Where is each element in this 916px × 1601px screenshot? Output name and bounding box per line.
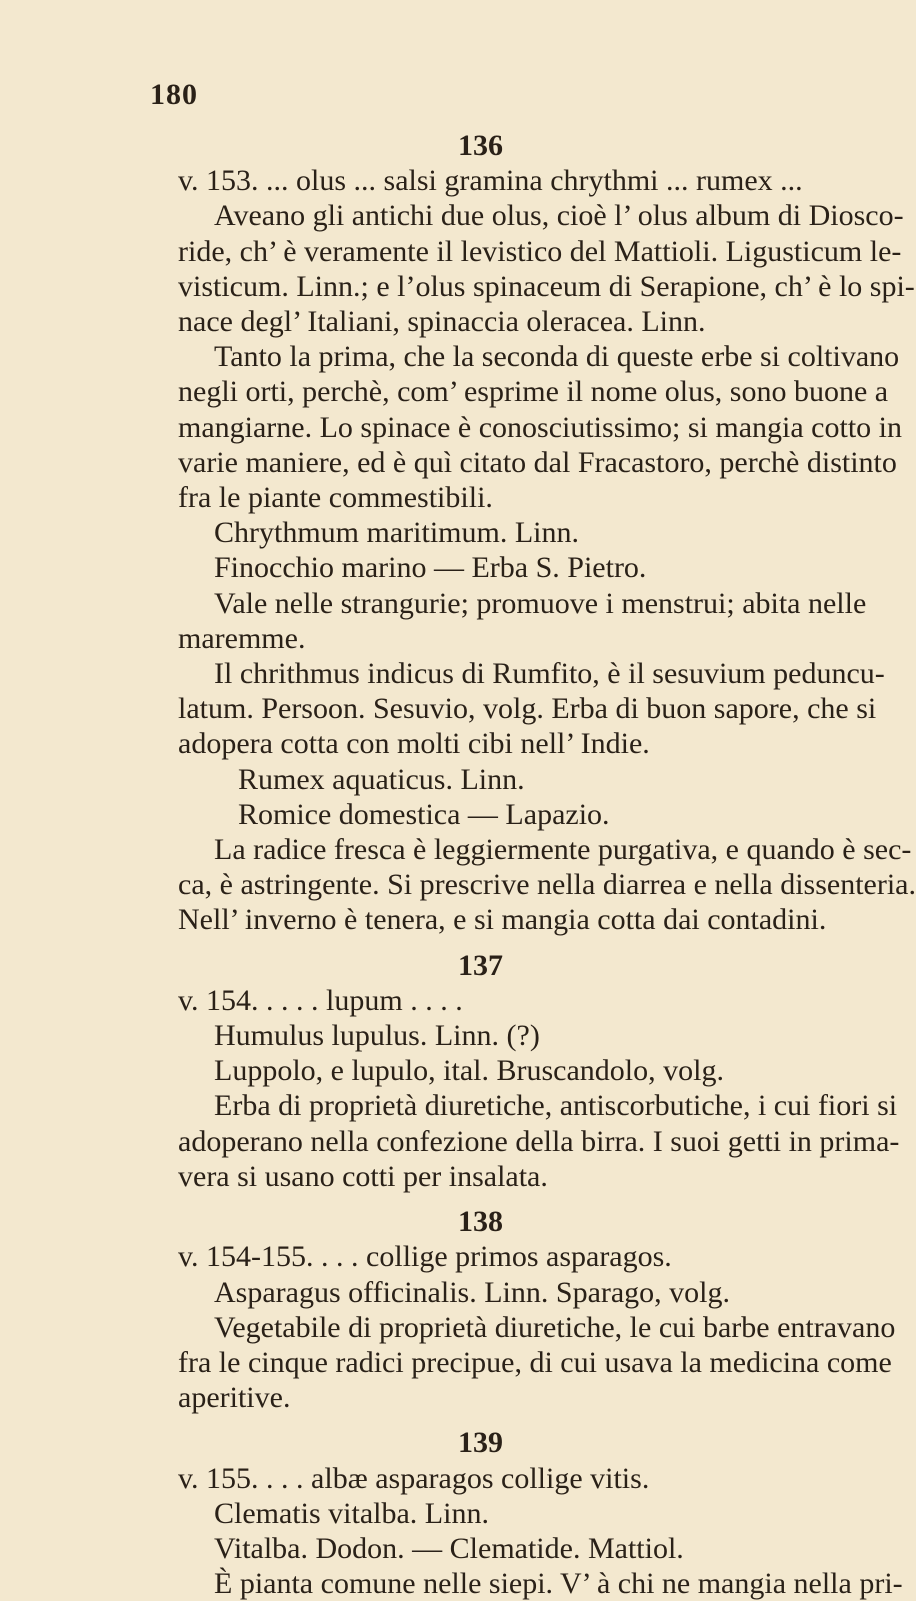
text-line: Romice domestica — Lapazio. — [238, 797, 610, 831]
text-line: maremme. — [178, 621, 306, 655]
text-line: fra le piante commestibili. — [178, 481, 493, 515]
section-number: 136 — [458, 129, 503, 162]
text-line: latum. Persoon. Sesuvio, volg. Erba di buon sapore, che si — [178, 692, 877, 726]
text-line: Luppolo, e lupulo, ital. Bruscandolo, volg. — [214, 1054, 724, 1088]
text-line: v. 153. ... olus ... salsi gramina chrythmi ... rumex ... — [178, 164, 803, 198]
text-line: Vegetabile di proprietà diuretiche, le cui barbe entravano — [214, 1310, 896, 1344]
section-number: 139 — [458, 1426, 503, 1460]
text-line: Humulus lupulus. Linn. (?) — [214, 1019, 540, 1053]
text-line: Clematis vitalba. Linn. — [214, 1496, 489, 1530]
text-line: Erba di proprietà diuretiche, antiscorbutiche, i cui fiori si — [214, 1089, 898, 1123]
text-line: aperitive. — [178, 1381, 291, 1415]
text-line: v. 154-155. . . . collige primos asparagos. — [178, 1240, 672, 1274]
text-line: vera si usano cotti per insalata. — [178, 1159, 548, 1193]
section-number: 138 — [458, 1205, 503, 1239]
text-line: Il chrithmus indicus di Rumfito, è il sesuvium peduncu- — [214, 657, 885, 691]
text-line: La radice fresca è leggiermente purgativa, e quando è sec- — [214, 833, 912, 867]
text-line: adoperano nella confezione della birra. I suoi getti in prima- — [178, 1124, 900, 1158]
page-number: 180 — [150, 78, 198, 111]
text-line: Nell’ inverno è tenera, e si mangia cotta dai contadini. — [178, 903, 827, 937]
text-line: mangiarne. Lo spinace è conosciutissimo; si mangia cotto in — [178, 410, 902, 444]
text-line: v. 154. . . . . lupum . . . . — [178, 983, 463, 1017]
section-number: 137 — [458, 948, 503, 982]
text-line: È pianta comune nelle siepi. V’ à chi ne mangia nella pri- — [214, 1567, 903, 1601]
text-line: fra le cinque radici precipue, di cui usava la medicina come — [178, 1345, 892, 1379]
text-line: ride, ch’ è veramente il levistico del Mattioli. Ligusticum le- — [178, 234, 902, 268]
text-line: Rumex aquaticus. Linn. — [238, 762, 525, 796]
text-line: Asparagus officinalis. Linn. Sparago, volg. — [214, 1275, 731, 1309]
text-line: Finocchio marino — Erba S. Pietro. — [214, 551, 647, 585]
text-line: nace degl’ Italiani, spinaccia oleracea. Linn. — [178, 305, 706, 339]
text-line: Chrythmum maritimum. Linn. — [214, 516, 579, 550]
text-line: v. 155. . . . albæ asparagos collige vitis. — [178, 1461, 650, 1495]
text-line: negli orti, perchè, com’ esprime il nome olus, sono buone a — [178, 375, 889, 409]
text-line: Vale nelle strangurie; promuove i menstrui; abita nelle — [214, 586, 867, 620]
text-line: adopera cotta con molti cibi nell’ Indie. — [178, 727, 650, 761]
text-line: visticum. Linn.; e l’olus spinaceum di Serapione, ch’ è lo spi- — [178, 269, 915, 303]
text-line: Tanto la prima, che la seconda di queste erbe si coltivano — [214, 340, 900, 374]
text-line: Aveano gli antichi due olus, cioè l’ olus album di Diosco- — [214, 199, 904, 233]
text-block — [178, 128, 916, 1601]
text-line: varie maniere, ed è quì citato dal Fracastoro, perchè distinto — [178, 445, 897, 479]
text-line: ca, è astringente. Si prescrive nella diarrea e nella dissenteria. — [178, 868, 916, 902]
text-line: Vitalba. Dodon. — Clematide. Mattiol. — [214, 1531, 684, 1565]
